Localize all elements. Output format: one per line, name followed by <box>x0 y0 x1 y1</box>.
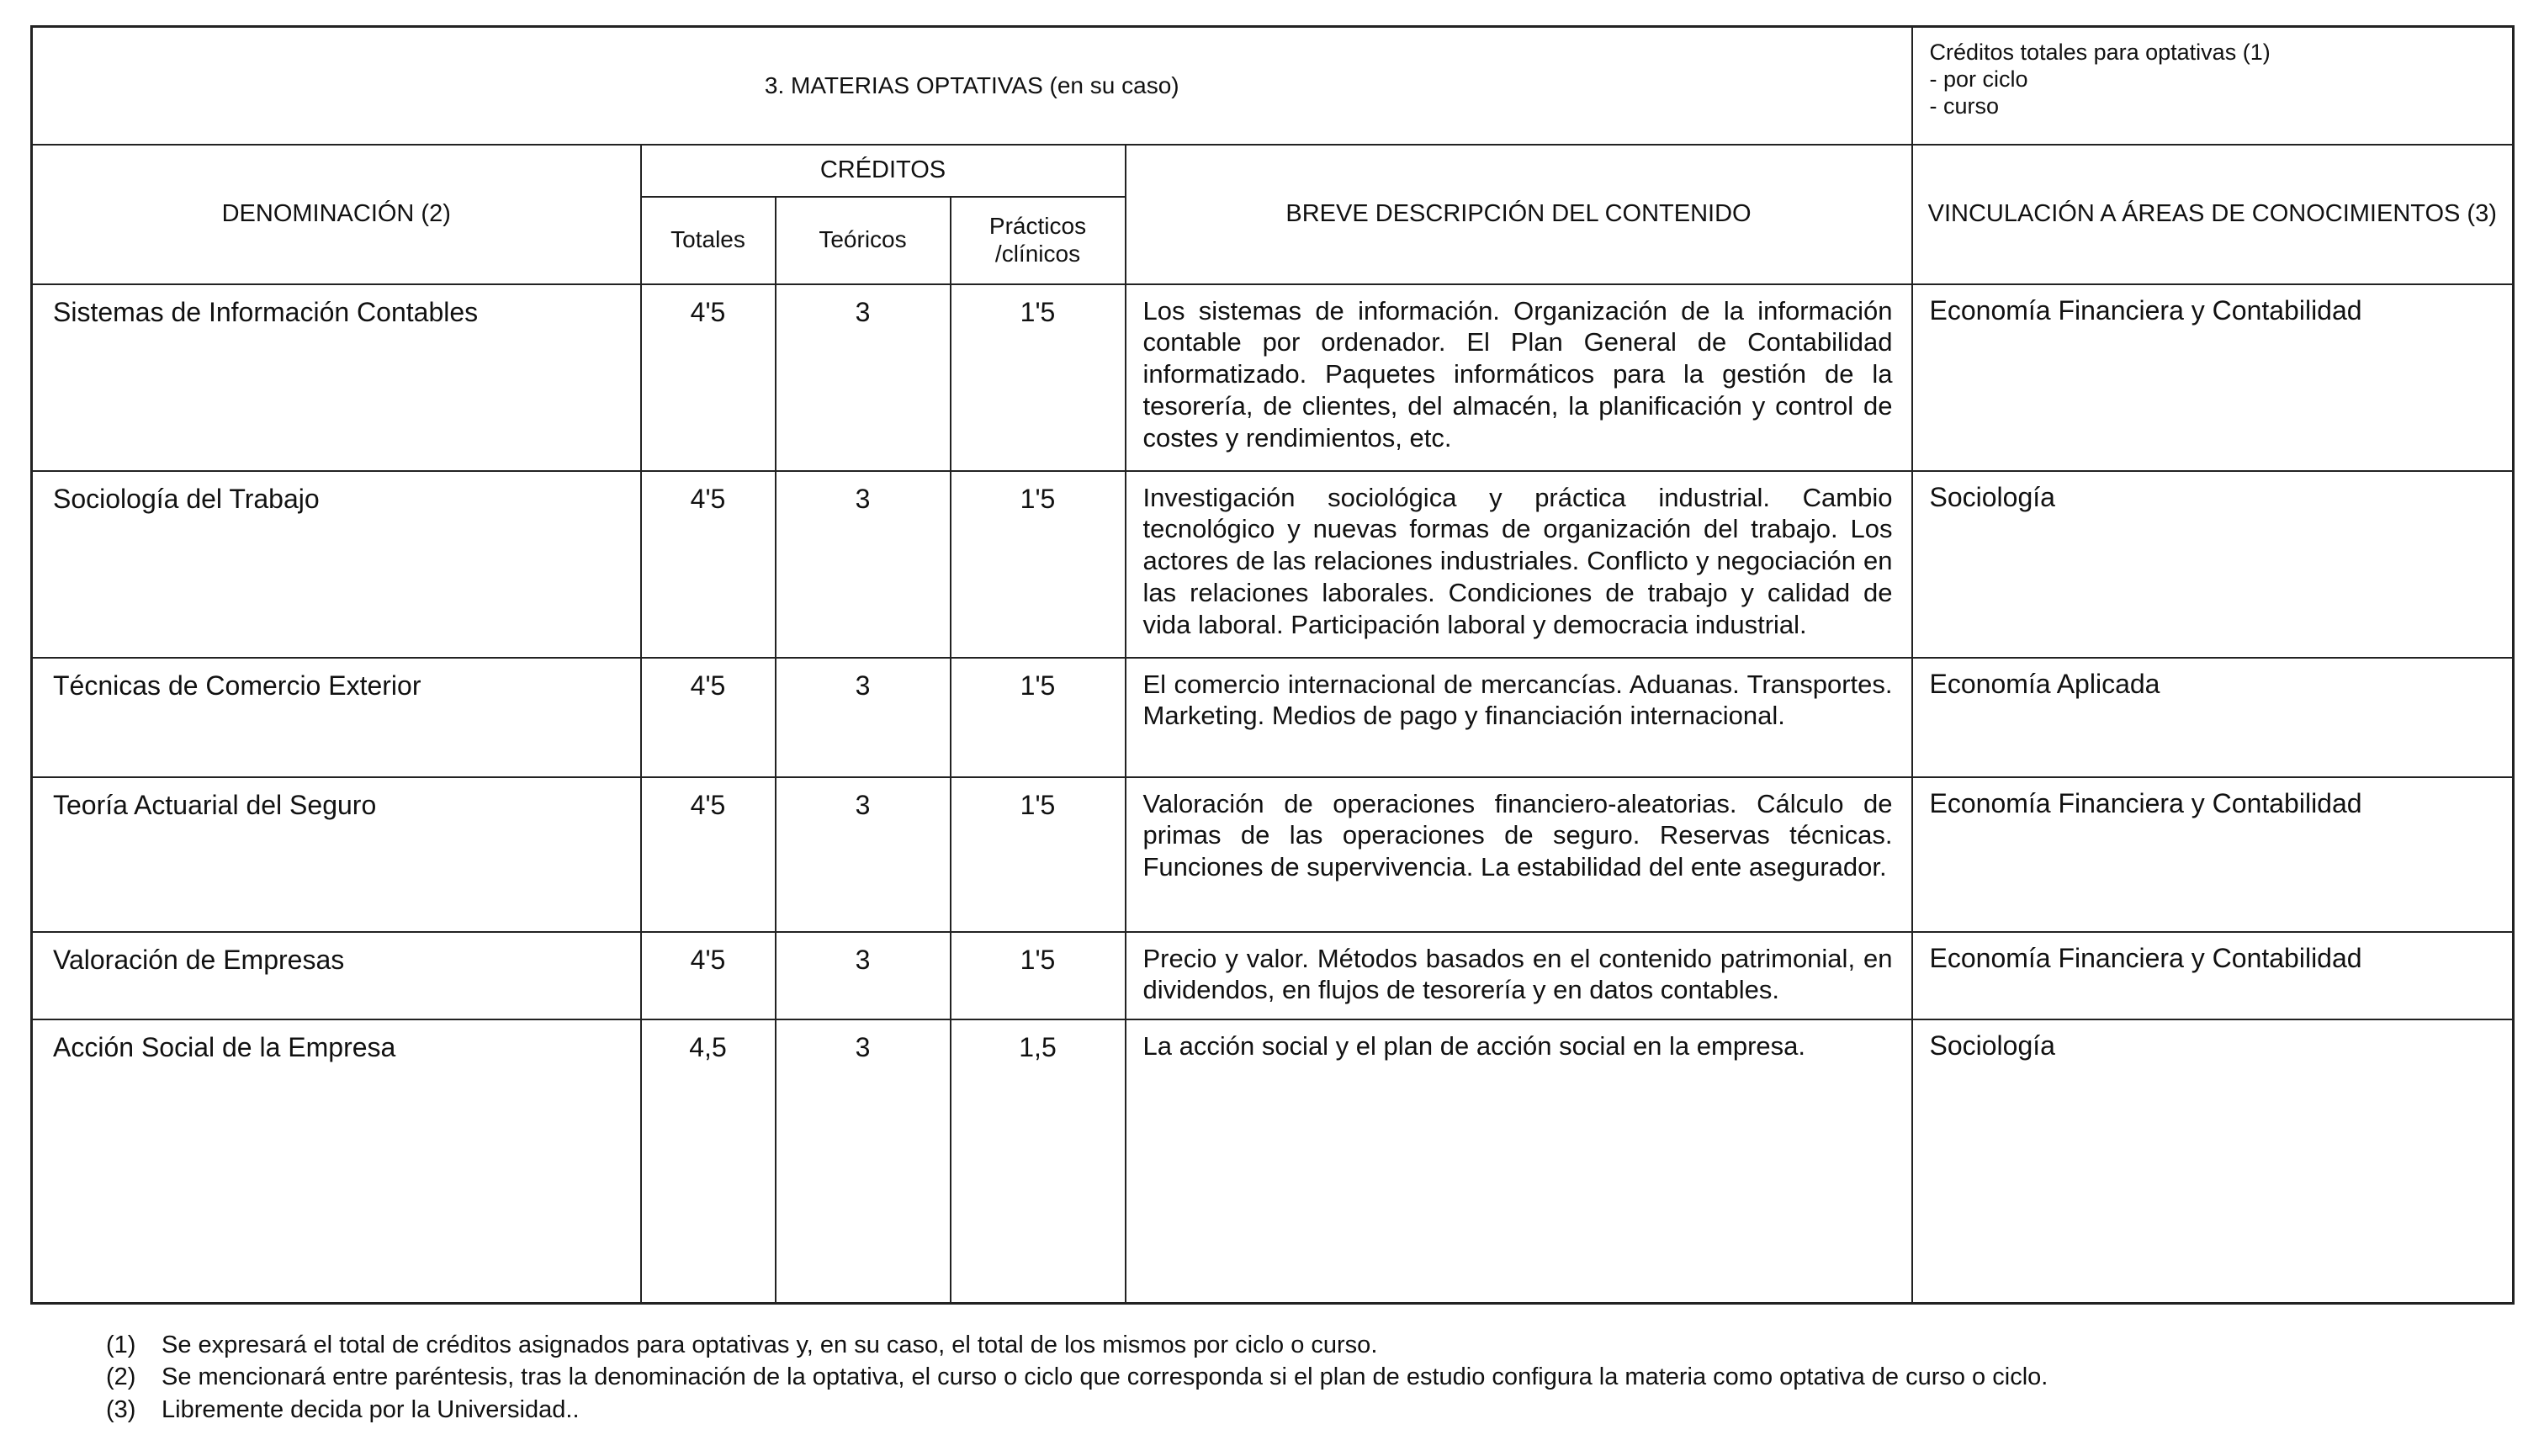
credits-total: 4'5 <box>641 471 776 658</box>
total-credits-note <box>1912 27 2514 145</box>
per-cycle-line: - por ciclo <box>1929 66 2028 92</box>
credits-theory: 3 <box>776 1019 951 1304</box>
knowledge-area: Economía Financiera y Contabilidad <box>1912 777 2514 932</box>
subject-name: Sistemas de Información Contables <box>32 284 641 471</box>
subject-name: Teoría Actuarial del Seguro <box>32 777 641 932</box>
footnote <box>106 1329 2048 1361</box>
knowledge-area: Economía Aplicada <box>1912 658 2514 777</box>
section-title: 3. MATERIAS OPTATIVAS (en su caso) <box>32 27 1912 145</box>
optional-subjects-document <box>30 25 2512 1305</box>
credits-theory: 3 <box>776 471 951 658</box>
credits-practice: 1'5 <box>951 777 1126 932</box>
footnote-number: (3) <box>106 1395 136 1423</box>
footnote <box>106 1361 2048 1393</box>
credits-theory: 3 <box>776 932 951 1019</box>
subject-description: Precio y valor. Métodos basados en el contenido patrimonial, en dividendos, en flujos de tesorería y en datos contables. <box>1126 932 1912 1019</box>
knowledge-area: Sociología <box>1912 1019 2514 1304</box>
table-row <box>32 932 2514 1019</box>
subject-name: Acción Social de la Empresa <box>32 1019 641 1304</box>
footnote-text: Se mencionará entre paréntesis, tras la denominación de la optativa, el curso o ciclo que corresponda si el plan de estudio configura la materia como optativa de curso o ciclo. <box>162 1363 2048 1391</box>
total-credits-line: Créditos totales para optativas (1) <box>1929 40 2271 65</box>
subject-description: La acción social y el plan de acción social en la empresa. <box>1126 1019 1912 1304</box>
subject-name: Sociología del Trabajo <box>32 471 641 658</box>
footnote <box>106 1394 2048 1426</box>
credits-total: 4'5 <box>641 932 776 1019</box>
knowledge-area: Economía Financiera y Contabilidad <box>1912 932 2514 1019</box>
subject-description: Valoración de operaciones financiero-aleatorias. Cálculo de primas de las operaciones de seguro. Reservas técnicas. Funciones de supervivencia. La estabilidad del ente asegurador. <box>1126 777 1912 932</box>
subject-description: El comercio internacional de mercancías. Aduanas. Transportes. Marketing. Medios de pago y financiación internacional. <box>1126 658 1912 777</box>
credits-total: 4'5 <box>641 777 776 932</box>
credits-practice: 1'5 <box>951 284 1126 471</box>
subject-name: Valoración de Empresas <box>32 932 641 1019</box>
vinculacion-header: VINCULACIÓN A ÁREAS DE CONOCIMIENTOS (3) <box>1912 145 2514 284</box>
teoricos-header: Teóricos <box>776 197 951 284</box>
credits-practice: 1,5 <box>951 1019 1126 1304</box>
table-row <box>32 284 2514 471</box>
table-row <box>32 777 2514 932</box>
footnote-number: (1) <box>106 1332 136 1358</box>
subject-description: Los sistemas de información. Organización de la información contable por ordenador. El Plan General de Contabilidad informatizado. Paquetes informáticos para la gestión de la tesorería, de clientes, del almacén, la planificación y control de costes y rendimientos, etc. <box>1126 284 1912 471</box>
credits-practice: 1'5 <box>951 471 1126 658</box>
table-title-row <box>32 27 2514 145</box>
subject-name: Técnicas de Comercio Exterior <box>32 658 641 777</box>
table-row <box>32 471 2514 658</box>
credits-theory: 3 <box>776 658 951 777</box>
totales-header: Totales <box>641 197 776 284</box>
credits-total: 4'5 <box>641 284 776 471</box>
table-row <box>32 1019 2514 1304</box>
creditos-header: CRÉDITOS <box>641 145 1126 197</box>
column-header-row <box>32 145 2514 197</box>
table-row <box>32 658 2514 777</box>
footnote-number: (2) <box>106 1363 136 1391</box>
descripcion-header: BREVE DESCRIPCIÓN DEL CONTENIDO <box>1126 145 1912 284</box>
subject-description: Investigación sociológica y práctica industrial. Cambio tecnológico y nuevas formas de organización del trabajo. Los actores de las relaciones industriales. Conflicto y negociación en las relaciones laborales. Condiciones de trabajo y calidad de vida laboral. Participación laboral y democracia industrial. <box>1126 471 1912 658</box>
credits-total: 4'5 <box>641 658 776 777</box>
knowledge-area: Sociología <box>1912 471 2514 658</box>
footnote-text: Se expresará el total de créditos asignados para optativas y, en su caso, el total de los mismos por ciclo o curso. <box>162 1332 1378 1358</box>
denominacion-header: DENOMINACIÓN (2) <box>32 145 641 284</box>
per-course-line: - curso <box>1929 93 2000 119</box>
footnote-text: Libremente decida por la Universidad.. <box>162 1395 580 1423</box>
credits-total: 4,5 <box>641 1019 776 1304</box>
knowledge-area: Economía Financiera y Contabilidad <box>1912 284 2514 471</box>
optional-subjects-table <box>30 25 2515 1305</box>
practicos-header: Prácticos /clínicos <box>951 197 1126 284</box>
credits-theory: 3 <box>776 777 951 932</box>
credits-practice: 1'5 <box>951 932 1126 1019</box>
footnotes <box>106 1329 2048 1426</box>
credits-theory: 3 <box>776 284 951 471</box>
credits-practice: 1'5 <box>951 658 1126 777</box>
